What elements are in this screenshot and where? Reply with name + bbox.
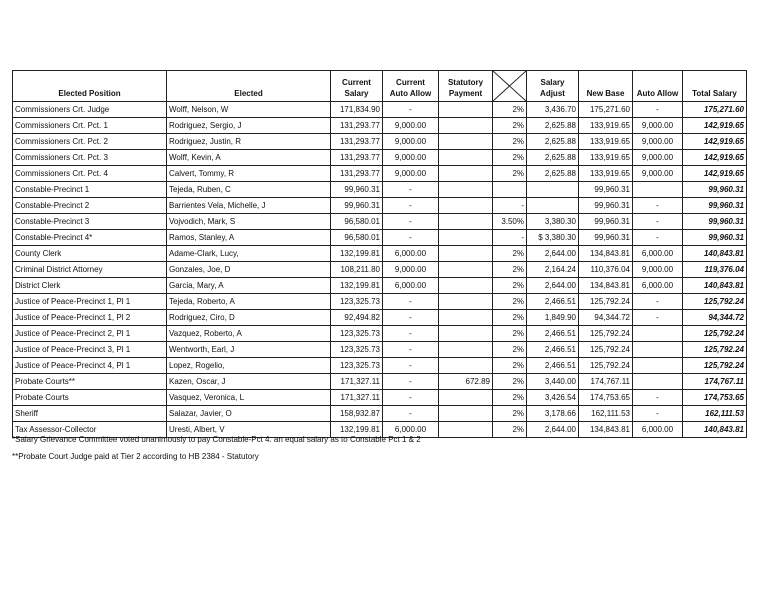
- cell-new-base: 133,919.65: [579, 166, 633, 182]
- cell-auto-allow: -: [633, 294, 683, 310]
- cell-elected: Uresti, Albert, V: [167, 422, 331, 438]
- table-row: [13, 134, 747, 150]
- cell-new-base: 162,111.53: [579, 406, 633, 422]
- cell-current-salary: 131,293.77: [331, 118, 383, 134]
- table-row: [13, 230, 747, 246]
- cell-current-salary: 99,960.31: [331, 182, 383, 198]
- cell-salary-adjust: 2,644.00: [527, 278, 579, 294]
- header-auto-allow: Auto Allow: [633, 71, 683, 102]
- cell-salary-adjust: 2,466.51: [527, 326, 579, 342]
- cell-current-auto-allow: -: [383, 182, 439, 198]
- cell-rate: 2%: [493, 246, 527, 262]
- cell-current-salary: 132,199.81: [331, 246, 383, 262]
- cell-elected-position: Justice of Peace-Precinct 4, Pl 1: [13, 358, 167, 374]
- cell-current-auto-allow: 9,000.00: [383, 118, 439, 134]
- cell-current-auto-allow: 9,000.00: [383, 166, 439, 182]
- header-row: [13, 71, 747, 102]
- cell-statutory-payment: [439, 150, 493, 166]
- cell-current-salary: 132,199.81: [331, 278, 383, 294]
- cell-rate: 2%: [493, 310, 527, 326]
- cell-elected: Calvert, Tommy, R: [167, 166, 331, 182]
- cell-current-salary: 123,325.73: [331, 294, 383, 310]
- cell-current-auto-allow: -: [383, 326, 439, 342]
- cell-total-salary: 140,843.81: [683, 278, 747, 294]
- cell-elected: Kazen, Oscar, J: [167, 374, 331, 390]
- cell-elected: Wolff, Nelson, W: [167, 102, 331, 118]
- cell-statutory-payment: [439, 422, 493, 438]
- cell-statutory-payment: [439, 214, 493, 230]
- cell-total-salary: 142,919.65: [683, 166, 747, 182]
- cell-auto-allow: -: [633, 230, 683, 246]
- cell-salary-adjust: [527, 182, 579, 198]
- cell-elected-position: County Clerk: [13, 246, 167, 262]
- cell-current-salary: 158,932.87: [331, 406, 383, 422]
- cell-salary-adjust: 2,466.51: [527, 358, 579, 374]
- cell-current-auto-allow: -: [383, 406, 439, 422]
- cell-elected: Adame-Clark, Lucy,: [167, 246, 331, 262]
- cell-statutory-payment: [439, 358, 493, 374]
- cell-elected: Tejeda, Roberto, A: [167, 294, 331, 310]
- cell-rate: 2%: [493, 150, 527, 166]
- cell-auto-allow: 9,000.00: [633, 118, 683, 134]
- cell-total-salary: 119,376.04: [683, 262, 747, 278]
- cell-current-auto-allow: 6,000.00: [383, 246, 439, 262]
- cell-elected-position: Sheriff: [13, 406, 167, 422]
- cell-salary-adjust: 3,436.70: [527, 102, 579, 118]
- cell-total-salary: 125,792.24: [683, 358, 747, 374]
- cell-rate: 2%: [493, 278, 527, 294]
- cell-auto-allow: 9,000.00: [633, 150, 683, 166]
- cell-current-auto-allow: 9,000.00: [383, 134, 439, 150]
- footnote-constable: *Salary Grievance Committee voted unanimously to pay Constable-Pct 4. an equal salary as to Constable Pct 1 & 2: [12, 435, 421, 444]
- cell-new-base: 125,792.24: [579, 358, 633, 374]
- cell-elected-position: Constable-Precinct 1: [13, 182, 167, 198]
- header-total-salary: Total Salary: [683, 71, 747, 102]
- cell-statutory-payment: [439, 326, 493, 342]
- cell-auto-allow: 9,000.00: [633, 166, 683, 182]
- cell-salary-adjust: $ 3,380.30: [527, 230, 579, 246]
- cell-new-base: 125,792.24: [579, 342, 633, 358]
- cell-new-base: 133,919.65: [579, 150, 633, 166]
- cell-salary-adjust: 3,426.54: [527, 390, 579, 406]
- cell-auto-allow: -: [633, 390, 683, 406]
- cell-total-salary: 140,843.81: [683, 422, 747, 438]
- cell-total-salary: 99,960.31: [683, 214, 747, 230]
- cell-total-salary: 99,960.31: [683, 198, 747, 214]
- cell-salary-adjust: 3,440.00: [527, 374, 579, 390]
- cell-total-salary: 142,919.65: [683, 150, 747, 166]
- cell-elected: Lopez, Rogelio,: [167, 358, 331, 374]
- cell-new-base: 174,753.65: [579, 390, 633, 406]
- cell-statutory-payment: [439, 310, 493, 326]
- cell-new-base: 175,271.60: [579, 102, 633, 118]
- cell-new-base: 99,960.31: [579, 230, 633, 246]
- cell-auto-allow: 6,000.00: [633, 278, 683, 294]
- cell-elected: Rodriguez, Sergio, J: [167, 118, 331, 134]
- cell-auto-allow: 6,000.00: [633, 246, 683, 262]
- cell-rate: 3.50%: [493, 214, 527, 230]
- cell-new-base: 99,960.31: [579, 214, 633, 230]
- cell-salary-adjust: 2,164.24: [527, 262, 579, 278]
- cell-total-salary: 125,792.24: [683, 326, 747, 342]
- header-salary-adjust: Salary Adjust: [527, 71, 579, 102]
- cell-statutory-payment: [439, 166, 493, 182]
- cell-statutory-payment: [439, 182, 493, 198]
- cell-auto-allow: -: [633, 406, 683, 422]
- cross-mark-icon: [493, 71, 526, 101]
- cell-auto-allow: -: [633, 102, 683, 118]
- cell-rate: 2%: [493, 262, 527, 278]
- cell-current-salary: 171,327.11: [331, 390, 383, 406]
- cell-statutory-payment: [439, 230, 493, 246]
- cell-current-salary: 108,211.80: [331, 262, 383, 278]
- cell-salary-adjust: 2,625.88: [527, 118, 579, 134]
- cell-auto-allow: 6,000.00: [633, 422, 683, 438]
- cell-salary-adjust: 2,466.51: [527, 294, 579, 310]
- cell-elected-position: District Clerk: [13, 278, 167, 294]
- cell-total-salary: 125,792.24: [683, 342, 747, 358]
- cell-statutory-payment: [439, 342, 493, 358]
- cell-elected: Tejeda, Ruben, C: [167, 182, 331, 198]
- cell-elected-position: Commissioners Crt. Pct. 4: [13, 166, 167, 182]
- cell-new-base: 125,792.24: [579, 326, 633, 342]
- cell-total-salary: 174,753.65: [683, 390, 747, 406]
- table-row: [13, 150, 747, 166]
- table-row: [13, 342, 747, 358]
- cell-elected-position: Justice of Peace-Precinct 1, Pl 1: [13, 294, 167, 310]
- cell-salary-adjust: 2,644.00: [527, 422, 579, 438]
- cell-current-salary: 92,494.82: [331, 310, 383, 326]
- table-row: [13, 262, 747, 278]
- cell-total-salary: 174,767.11: [683, 374, 747, 390]
- cell-rate: 2%: [493, 134, 527, 150]
- cell-statutory-payment: [439, 118, 493, 134]
- cell-new-base: 99,960.31: [579, 198, 633, 214]
- cell-elected: Wentworth, Earl, J: [167, 342, 331, 358]
- cell-current-salary: 96,580.01: [331, 230, 383, 246]
- cell-elected-position: Constable-Precinct 4*: [13, 230, 167, 246]
- cell-new-base: 134,843.81: [579, 246, 633, 262]
- cell-elected-position: Commissioners Crt. Pct. 3: [13, 150, 167, 166]
- cell-elected-position: Tax Assessor-Collector: [13, 422, 167, 438]
- cell-statutory-payment: [439, 406, 493, 422]
- header-crossed-out-cell: [493, 71, 527, 102]
- cell-elected-position: Probate Courts**: [13, 374, 167, 390]
- cell-new-base: 94,344.72: [579, 310, 633, 326]
- salary-table: [12, 70, 747, 438]
- header-elected-position: Elected Position: [13, 71, 167, 102]
- cell-elected: Vojvodich, Mark, S: [167, 214, 331, 230]
- cell-rate: 2%: [493, 342, 527, 358]
- cell-current-salary: 171,327.11: [331, 374, 383, 390]
- table-row: [13, 166, 747, 182]
- cell-elected: Ramos, Stanley, A: [167, 230, 331, 246]
- cell-salary-adjust: 2,466.51: [527, 342, 579, 358]
- cell-statutory-payment: [439, 262, 493, 278]
- cell-auto-allow: [633, 182, 683, 198]
- cell-current-salary: 123,325.73: [331, 326, 383, 342]
- cell-salary-adjust: 2,625.88: [527, 150, 579, 166]
- cell-elected: Barrientes Vela, Michelle, J: [167, 198, 331, 214]
- cell-rate: 2%: [493, 358, 527, 374]
- cell-elected-position: Probate Courts: [13, 390, 167, 406]
- table-row: [13, 358, 747, 374]
- cell-auto-allow: [633, 342, 683, 358]
- cell-elected: Rodriguez, Ciro, D: [167, 310, 331, 326]
- header-new-base: New Base: [579, 71, 633, 102]
- cell-current-auto-allow: -: [383, 230, 439, 246]
- cell-current-auto-allow: -: [383, 342, 439, 358]
- cell-new-base: 125,792.24: [579, 294, 633, 310]
- cell-current-salary: 131,293.77: [331, 134, 383, 150]
- cell-statutory-payment: [439, 294, 493, 310]
- table-row: [13, 310, 747, 326]
- cell-total-salary: 142,919.65: [683, 134, 747, 150]
- cell-elected-position: Justice of Peace-Precinct 1, Pl 2: [13, 310, 167, 326]
- cell-rate: 2%: [493, 374, 527, 390]
- cell-elected: Vazquez, Roberto, A: [167, 326, 331, 342]
- cell-auto-allow: -: [633, 310, 683, 326]
- cell-elected-position: Criminal District Attorney: [13, 262, 167, 278]
- cell-elected-position: Justice of Peace-Precinct 2, Pl 1: [13, 326, 167, 342]
- cell-rate: 2%: [493, 422, 527, 438]
- table-row: [13, 374, 747, 390]
- table-row: [13, 102, 747, 118]
- cell-elected: Garcia, Mary, A: [167, 278, 331, 294]
- cell-rate: 2%: [493, 118, 527, 134]
- cell-elected-position: Constable-Precinct 3: [13, 214, 167, 230]
- cell-statutory-payment: [439, 390, 493, 406]
- cell-current-auto-allow: -: [383, 214, 439, 230]
- cell-current-auto-allow: -: [383, 310, 439, 326]
- cell-statutory-payment: [439, 278, 493, 294]
- cell-elected: Vasquez, Veronica, L: [167, 390, 331, 406]
- cell-current-salary: 99,960.31: [331, 198, 383, 214]
- cell-new-base: 133,919.65: [579, 118, 633, 134]
- cell-salary-adjust: 2,625.88: [527, 166, 579, 182]
- footnote-probate: **Probate Court Judge paid at Tier 2 according to HB 2384 - Statutory: [12, 452, 259, 461]
- cell-rate: -: [493, 230, 527, 246]
- cell-statutory-payment: [439, 246, 493, 262]
- cell-statutory-payment: 672.89: [439, 374, 493, 390]
- table-row: [13, 390, 747, 406]
- cell-current-salary: 131,293.77: [331, 150, 383, 166]
- cell-elected: Rodriguez, Justin, R: [167, 134, 331, 150]
- cell-salary-adjust: 3,380.30: [527, 214, 579, 230]
- cell-rate: -: [493, 198, 527, 214]
- table-row: [13, 406, 747, 422]
- cell-rate: 2%: [493, 406, 527, 422]
- cell-current-salary: 123,325.73: [331, 342, 383, 358]
- cell-new-base: 110,376.04: [579, 262, 633, 278]
- cell-current-auto-allow: 6,000.00: [383, 422, 439, 438]
- cell-current-auto-allow: 6,000.00: [383, 278, 439, 294]
- table-row: [13, 294, 747, 310]
- cell-salary-adjust: 1,849.90: [527, 310, 579, 326]
- cell-current-auto-allow: -: [383, 294, 439, 310]
- cell-current-auto-allow: -: [383, 358, 439, 374]
- cell-rate: 2%: [493, 390, 527, 406]
- cell-elected-position: Justice of Peace-Precinct 3, Pl 1: [13, 342, 167, 358]
- cell-elected-position: Commissioners Crt. Pct. 1: [13, 118, 167, 134]
- cell-elected: Gonzales, Joe, D: [167, 262, 331, 278]
- cell-statutory-payment: [439, 102, 493, 118]
- cell-current-salary: 171,834.90: [331, 102, 383, 118]
- cell-current-auto-allow: -: [383, 198, 439, 214]
- table-row: [13, 198, 747, 214]
- cell-total-salary: 99,960.31: [683, 230, 747, 246]
- header-current-auto-allow: Current Auto Allow: [383, 71, 439, 102]
- cell-current-auto-allow: -: [383, 390, 439, 406]
- cell-auto-allow: 9,000.00: [633, 262, 683, 278]
- cell-current-salary: 123,325.73: [331, 358, 383, 374]
- table-row: [13, 278, 747, 294]
- cell-statutory-payment: [439, 134, 493, 150]
- cell-new-base: 133,919.65: [579, 134, 633, 150]
- cell-total-salary: 175,271.60: [683, 102, 747, 118]
- header-statutory-payment: Statutory Payment: [439, 71, 493, 102]
- cell-rate: 2%: [493, 102, 527, 118]
- table-row: [13, 326, 747, 342]
- cell-elected: Salazar, Javier, O: [167, 406, 331, 422]
- cell-current-auto-allow: -: [383, 374, 439, 390]
- cell-current-auto-allow: -: [383, 102, 439, 118]
- header-current-salary: Current Salary: [331, 71, 383, 102]
- cell-total-salary: 99,960.31: [683, 182, 747, 198]
- cell-rate: 2%: [493, 166, 527, 182]
- cell-salary-adjust: 3,178.66: [527, 406, 579, 422]
- cell-rate: 2%: [493, 294, 527, 310]
- cell-current-salary: 132,199.81: [331, 422, 383, 438]
- cell-total-salary: 140,843.81: [683, 246, 747, 262]
- table-row: [13, 182, 747, 198]
- cell-auto-allow: -: [633, 214, 683, 230]
- cell-new-base: 134,843.81: [579, 278, 633, 294]
- cell-current-salary: 131,293.77: [331, 166, 383, 182]
- cell-current-auto-allow: 9,000.00: [383, 150, 439, 166]
- table-row: [13, 118, 747, 134]
- table-row: [13, 214, 747, 230]
- cell-total-salary: 125,792.24: [683, 294, 747, 310]
- cell-elected-position: Commissioners Crt. Pct. 2: [13, 134, 167, 150]
- cell-rate: [493, 182, 527, 198]
- table-row: [13, 246, 747, 262]
- cell-auto-allow: [633, 358, 683, 374]
- cell-salary-adjust: 2,644.00: [527, 246, 579, 262]
- cell-auto-allow: [633, 326, 683, 342]
- cell-auto-allow: [633, 374, 683, 390]
- cell-statutory-payment: [439, 198, 493, 214]
- cell-current-auto-allow: 9,000.00: [383, 262, 439, 278]
- cell-new-base: 99,960.31: [579, 182, 633, 198]
- cell-rate: 2%: [493, 326, 527, 342]
- cell-salary-adjust: [527, 198, 579, 214]
- cell-new-base: 134,843.81: [579, 422, 633, 438]
- cell-auto-allow: -: [633, 198, 683, 214]
- cell-current-salary: 96,580.01: [331, 214, 383, 230]
- cell-total-salary: 94,344.72: [683, 310, 747, 326]
- cell-elected-position: Constable-Precinct 2: [13, 198, 167, 214]
- cell-auto-allow: 9,000.00: [633, 134, 683, 150]
- cell-elected: Wolff, Kevin, A: [167, 150, 331, 166]
- cell-salary-adjust: 2,625.88: [527, 134, 579, 150]
- cell-elected-position: Commissioners Crt. Judge: [13, 102, 167, 118]
- cell-total-salary: 142,919.65: [683, 118, 747, 134]
- cell-total-salary: 162,111.53: [683, 406, 747, 422]
- header-elected: Elected: [167, 71, 331, 102]
- cell-new-base: 174,767.11: [579, 374, 633, 390]
